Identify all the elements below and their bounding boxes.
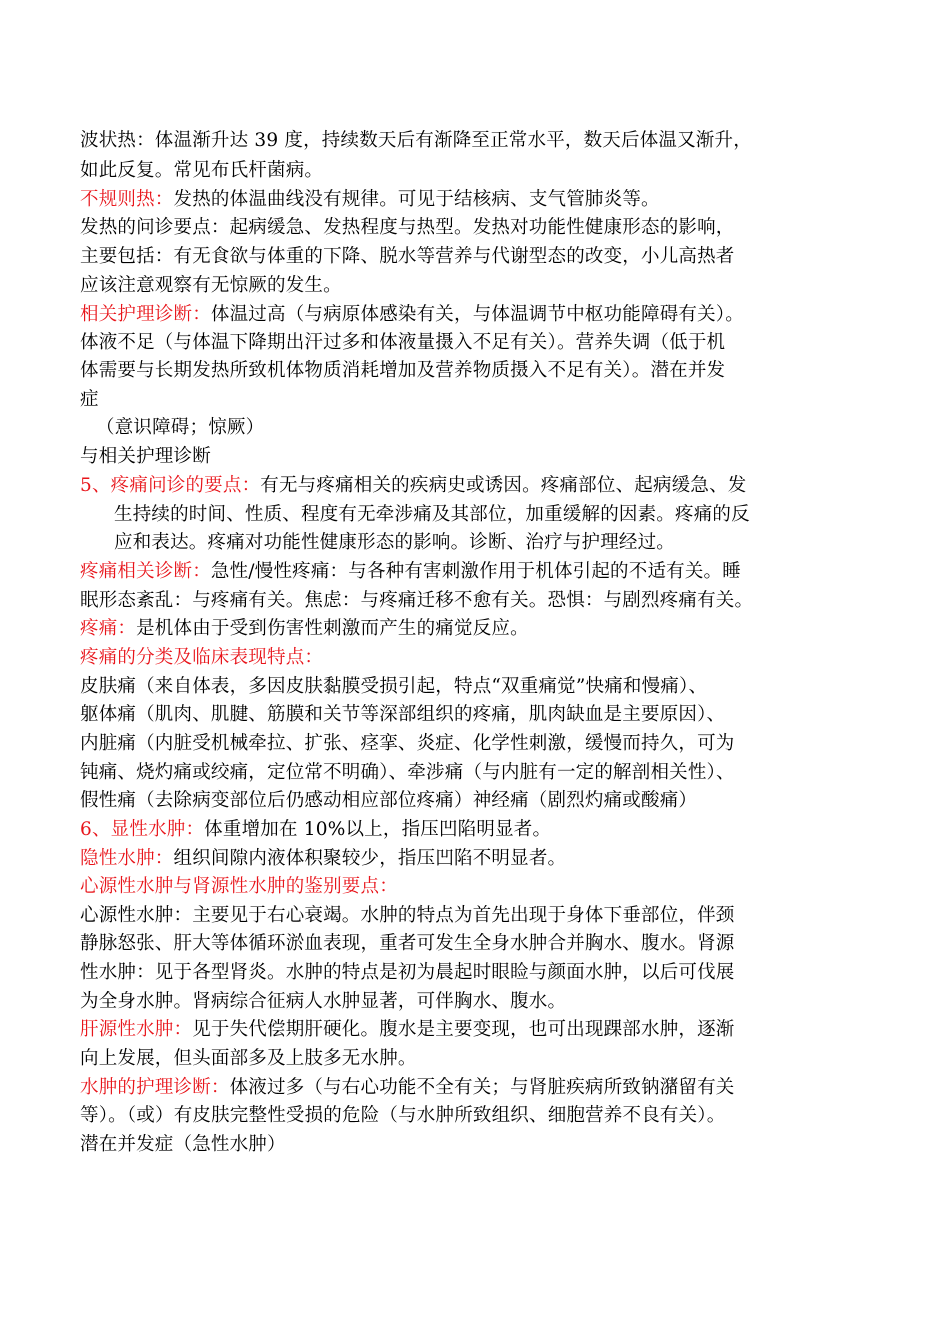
text-line: 心源性水肿：主要见于右心衰竭。水肿的特点为首先出现于身体下垂部位，伴颈 (80, 905, 735, 926)
section-label: 5、疼痛问诊的要点： (80, 475, 261, 496)
section-label: 疼痛的分类及临床表现特点： (80, 647, 324, 668)
text-line: 体液不足（与体温下降期出汗过多和体液量摄入不足有关）。营养失调（低于机 (80, 332, 726, 353)
text-line: 性水肿：见于各型肾炎。水肿的特点是初为晨起时眼睑与颜面水肿，以后可伐展 (80, 962, 735, 983)
text-line: 6、显性水肿：体重增加在 10%以上，指压凹陷明显者。 (80, 819, 552, 840)
text-line: 5、疼痛问诊的要点：有无与疼痛相关的疾病史或诱因。疼痛部位、起病缓急、发 (80, 475, 747, 496)
text-line: 相关护理诊断：体温过高（与病原体感染有关，与体温调节中枢功能障碍有关）。 (80, 304, 744, 325)
text-line: （意识障碍；惊厥） (96, 417, 265, 438)
text-line: 体需要与长期发热所致机体物质消耗增加及营养物质摄入不足有关）。潜在并发 (80, 360, 726, 381)
section-label: 相关护理诊断： (80, 304, 211, 325)
text-line: 生持续的时间、性质、程度有无牵涉痛及其部位，加重缓解的因素。疼痛的反 (114, 504, 750, 525)
section-label: 心源性水肿与肾源性水肿的鉴别要点： (80, 876, 398, 897)
text-line: 躯体痛（肌肉、肌腱、筋膜和关节等深部组织的疼痛，肌肉缺血是主要原因）、 (80, 704, 726, 725)
section-label: 疼痛： (80, 618, 137, 639)
text-line: 假性痛（去除病变部位后仍感动相应部位疼痛）神经痛（剧烈灼痛或酸痛） (80, 790, 698, 811)
section-label: 6、显性水肿： (80, 819, 205, 840)
text-line: 与相关护理诊断 (80, 446, 211, 467)
text-line (80, 874, 398, 900)
text-line: 疼痛相关诊断：急性/慢性疼痛：与各种有害刺激作用于机体引起的不适有关。睡 (80, 561, 741, 582)
text-line: 静脉怒张、肝大等体循环淤血表现，重者可发生全身水肿合并胸水、腹水。肾源 (80, 933, 735, 954)
text-line: 应和表达。疼痛对功能性健康形态的影响。诊断、治疗与护理经过。 (114, 532, 676, 553)
text-line: 不规则热：发热的体温曲线没有规律。可见于结核病、支气管肺炎等。 (80, 189, 660, 210)
text-line: 肝源性水肿：见于失代偿期肝硬化。腹水是主要变现，也可出现踝部水肿，逐渐 (80, 1019, 735, 1040)
text-line: 潜在并发症（急性水肿） (80, 1134, 286, 1155)
text-line: 皮肤痛（来自体表，多因皮肤黏膜受损引起，特点“双重痛觉”快痛和慢痛）、 (80, 676, 708, 697)
text-line: 波状热：体温渐升达 39 度，持续数天后有渐降至正常水平，数天后体温又渐升， (80, 130, 752, 151)
text-line: 发热的问诊要点：起病缓急、发热程度与热型。发热对功能性健康形态的影响， (80, 217, 735, 238)
text-line: 等）。（或）有皮肤完整性受损的危险（与水肿所致组织、细胞营养不良有关）。 (80, 1105, 726, 1126)
text-line: 隐性水肿：组织间隙内液体积聚较少，指压凹陷不明显者。 (80, 848, 567, 869)
text-line: 水肿的护理诊断：体液过多（与右心功能不全有关；与肾脏疾病所致钠潴留有关 (80, 1077, 735, 1098)
text-line: 应该注意观察有无惊厥的发生。 (80, 275, 342, 296)
text-line: 如此反复。常见布氏杆菌病。 (80, 160, 324, 181)
text-line: 主要包括：有无食欲与体重的下降、脱水等营养与代谢型态的改变，小儿高热者 (80, 246, 735, 267)
text-line: 疼痛：是机体由于受到伤害性刺激而产生的痛觉反应。 (80, 618, 529, 639)
text-line: 为全身水肿。肾病综合征病人水肿显著，可伴胸水、腹水。 (80, 991, 567, 1012)
text-line: 向上发展，但头面部多及上肢多无水肿。 (80, 1048, 417, 1069)
section-label: 肝源性水肿： (80, 1019, 193, 1040)
section-label: 水肿的护理诊断： (80, 1077, 230, 1098)
section-label: 不规则热： (80, 189, 174, 210)
text-line: 钝痛、烧灼痛或绞痛，定位常不明确）、牵涉痛（与内脏有一定的解剖相关性）、 (80, 762, 735, 783)
text-line: 眠形态紊乱：与疼痛有关。焦虑：与疼痛迁移不愈有关。恐惧：与剧烈疼痛有关。 (80, 590, 754, 611)
section-label: 疼痛相关诊断： (80, 561, 211, 582)
section-label: 隐性水肿： (80, 848, 174, 869)
text-line: 内脏痛（内脏受机械牵拉、扩张、痉挛、炎症、化学性刺激，缓慢而持久，可为 (80, 733, 735, 754)
text-line: 症 (80, 389, 99, 410)
text-line (80, 645, 323, 671)
